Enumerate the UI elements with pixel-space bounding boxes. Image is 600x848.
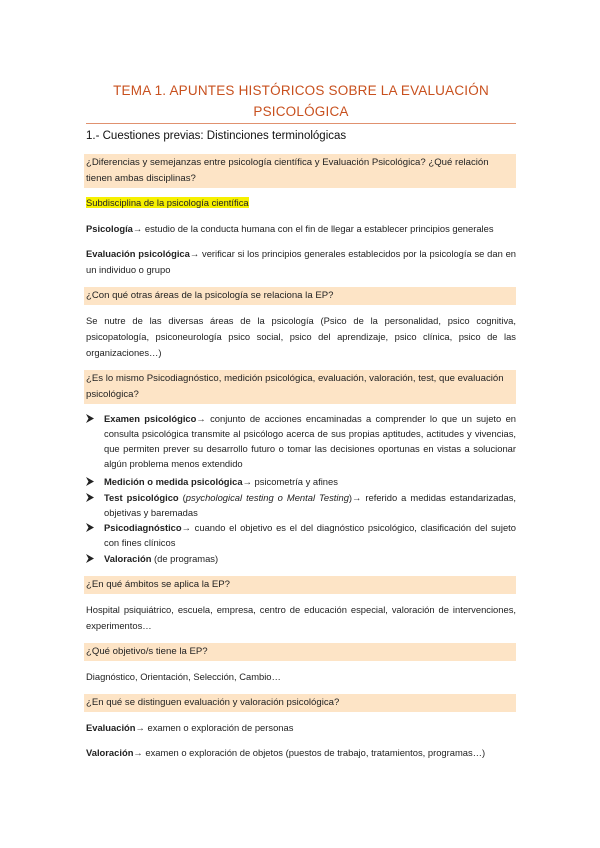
list-term: Test psicológico [104,492,179,503]
term-valoracion-2: Valoración→ [86,747,143,758]
highlighted-text: Subdisciplina de la psicología científica [86,197,249,208]
title-line-2: PSICOLÓGICA [253,104,349,119]
definition-evaluacion-2 [86,720,516,736]
arrow-bullet-icon [86,474,98,486]
list-item [86,411,516,471]
document-title [86,80,516,122]
question-scope: ¿En qué ámbitos se aplica la EP? [84,576,516,594]
answer-scope: Hospital psiquiátrico, escuela, empresa, centro de educación especial, valoración de intervenciones, experimentos… [86,604,516,631]
arrow-bullet-icon [86,411,98,423]
definition-psicologia-text: estudio de la conducta humana con el fin de llegar a establecer principios generales [142,223,494,234]
list-term: Examen psicológico→ [104,413,206,424]
list-text: cuando el objetivo es el del diagnóstico psicológico, clasificación del sujeto con fines clínicos [104,522,516,548]
title-line-1: TEMA 1. APUNTES HISTÓRICOS SOBRE LA EVALUACIÓN [113,83,489,98]
list-italic: psychological testing o Mental Testing [185,492,349,503]
list-item [86,551,516,566]
term-psicologia: Psicología→ [86,223,143,234]
title-divider [86,123,516,124]
subdiscipline-line [86,195,516,211]
definition-psicologia [86,221,516,237]
definition-evaluacion-text: verificar si los principios generales establecidos por la psicología se dan en un individuo o grupo [86,248,516,275]
definition-valoracion-2-text: examen o exploración de objetos (puestos de trabajo, tratamientos, programas…) [142,747,486,758]
question-is-it-the-same: ¿Es lo mismo Psicodiagnóstico, medición psicológica, evaluación, valoración, test, que evaluación psicológica? [84,370,516,404]
list-text-open: ( [178,492,186,503]
definition-valoracion-2 [86,745,516,761]
list-term: Valoración [104,553,152,564]
section-heading: 1.- Cuestiones previas: Distinciones terminológicas [86,130,347,142]
arrow-bullet-icon [86,551,98,563]
list-term: Medición o medida psicológica→ [104,476,252,487]
list-item [86,474,516,489]
question-distinction: ¿En qué se distinguen evaluación y valoración psicológica? [84,694,516,712]
term-evaluacion: Evaluación psicológica→ [86,248,200,259]
question-other-areas: ¿Con qué otras áreas de la psicología se relaciona la EP? [84,287,516,305]
answer-other-areas: Se nutre de las diversas áreas de la psicología (Psico de la personalidad, psico cognitiva, psicopatología, psiconeurología psico social, psico del aprendizaje, psico clínica, psico de las organizaciones…) [86,315,516,358]
list-item [86,520,516,550]
list-term: Psicodiagnóstico→ [104,522,191,533]
question-differences: ¿Diferencias y semejanzas entre psicología científica y Evaluación Psicológica? ¿Qué relación tienen ambas disciplinas? [84,154,516,188]
term-evaluacion-2: Evaluación→ [86,722,145,733]
list-text: conjunto de acciones encaminadas a comprender lo que un sujeto en consulta psicológica transmite al psicólogo acerca de sus propias aptitudes, actitudes y vivencias, que permiten prever su desarrollo futuro o tomar las decisiones oportunas en vistas a solucionar algún problema menos extendido [104,413,516,469]
arrow-bullet-icon [86,490,98,502]
question-objectives: ¿Qué objetivo/s tiene la EP? [84,643,516,661]
list-text: psicometría y afines [251,476,338,487]
list-item [86,490,516,520]
list-text: (de programas) [151,553,219,564]
definition-evaluacion [86,246,516,278]
answer-objectives: Diagnóstico, Orientación, Selección, Cambio… [86,671,281,682]
arrow-bullet-icon [86,520,98,532]
list-text: )→ referido a medidas estandarizadas, objetivas y baremadas [104,492,516,518]
definition-evaluacion-2-text: examen o exploración de personas [144,722,294,733]
